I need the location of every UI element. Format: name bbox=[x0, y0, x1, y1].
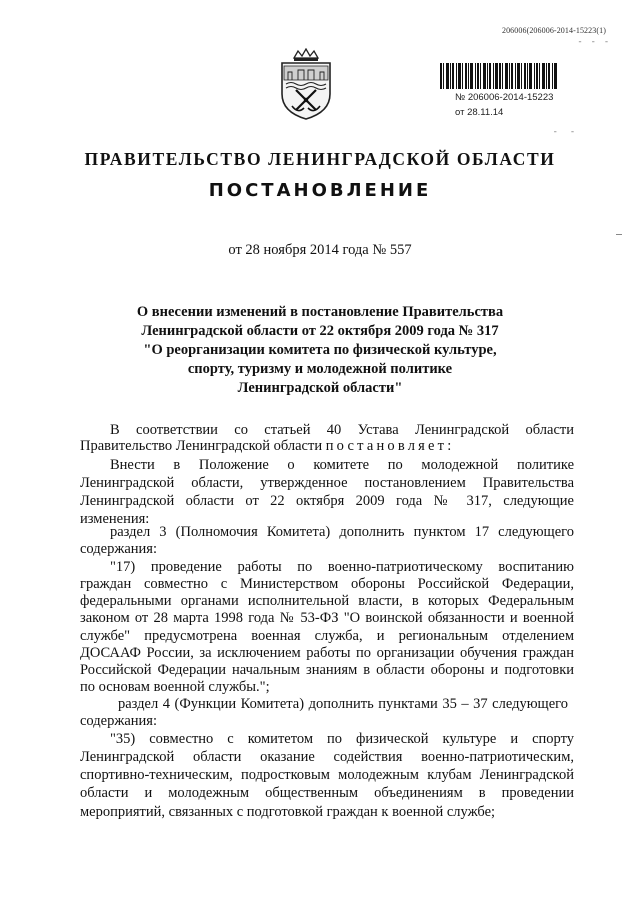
body-line: граждан совместно с Министерством обороны Российской Федерации, bbox=[80, 576, 574, 592]
body-line: Ленинградской области, утвержденное постановлением Правительства bbox=[80, 475, 574, 491]
title-line: "О реорганизации комитета по физической культуре, bbox=[143, 342, 497, 358]
body-line: раздел 4 (Функции Комитета) дополнить пунктами 35 – 37 следующего bbox=[118, 696, 568, 712]
body-line: ДОСААФ России, за исключением работы по организации обучения граждан bbox=[80, 645, 574, 661]
body-line: содержания: bbox=[80, 713, 158, 729]
title-line: О внесении изменений в постановление Правительства bbox=[136, 304, 504, 320]
body-line: "17) проведение работы по военно-патриотическому воспитанию bbox=[110, 559, 574, 575]
body-line: содержания: bbox=[80, 541, 158, 557]
body-line: спортивно-техническим, подростковым молодежным клубам Ленинградской bbox=[80, 767, 574, 783]
body-line: законом от 28 марта 1998 года № 53-ФЗ "О воинской обязанности и военной bbox=[80, 610, 574, 626]
document-title bbox=[60, 303, 580, 398]
title-line: Ленинградской области" bbox=[237, 380, 403, 396]
document-reference: 206006(206006-2014-15223(1) bbox=[501, 26, 606, 35]
title-line: спорту, туризму и молодежной политике bbox=[187, 361, 453, 377]
scan-dash-mark: - - bbox=[553, 126, 580, 136]
body-line: Внести в Положение о комитете по молодежной политике bbox=[110, 457, 574, 473]
body-line: "35) совместно с комитетом по физической культуре и спорту bbox=[110, 731, 574, 747]
registration-date: от 28.11.14 bbox=[455, 107, 504, 118]
body-line: федеральными органами исполнительной власти, в которых Федеральным bbox=[80, 593, 574, 609]
body-line: по основам военной службы."; bbox=[80, 679, 270, 695]
scan-dash-mark: - - - bbox=[578, 36, 612, 46]
body-line: мероприятий, связанных с подготовкой граждан к военной службе; bbox=[80, 804, 496, 820]
body-line: Ленинградской области от 22 октября 2009 года № 317, следующие bbox=[80, 493, 574, 509]
body-line: изменения: bbox=[80, 511, 150, 527]
body-text-spaced: постановляет: bbox=[325, 438, 455, 454]
body-line: Ленинградской области оказание содействия военно-патриотическим, bbox=[80, 749, 574, 765]
registration-number: № 206006-2014-15223 bbox=[455, 92, 554, 103]
government-name: ПРАВИТЕЛЬСТВО ЛЕНИНГРАДСКОЙ ОБЛАСТИ bbox=[84, 149, 556, 169]
body-line: службе" предусмотрена военная служба, и региональным отделением bbox=[80, 628, 574, 644]
barcode bbox=[440, 63, 558, 89]
body-line: раздел 3 (Полномочия Комитета) дополнить пунктом 17 следующего bbox=[110, 524, 574, 540]
body-line: области и молодежным общественным объединениям в проведении bbox=[80, 785, 574, 801]
coat-of-arms-emblem bbox=[274, 48, 338, 122]
title-line: Ленинградской области от 22 октября 2009 года № 317 bbox=[141, 323, 499, 339]
scan-mark bbox=[616, 234, 622, 235]
body-line: Российской Федерации начальным знаниям в области обороны и подготовки bbox=[80, 662, 574, 678]
body-line: В соответствии со статьей 40 Устава Ленинградской области bbox=[110, 422, 574, 438]
body-text: Правительство Ленинградской области bbox=[80, 438, 326, 454]
document-type: ПОСТАНОВЛЕНИЕ bbox=[208, 180, 432, 201]
document-date-number: от 28 ноября 2014 года № 557 bbox=[228, 242, 412, 258]
body-line bbox=[80, 437, 574, 456]
